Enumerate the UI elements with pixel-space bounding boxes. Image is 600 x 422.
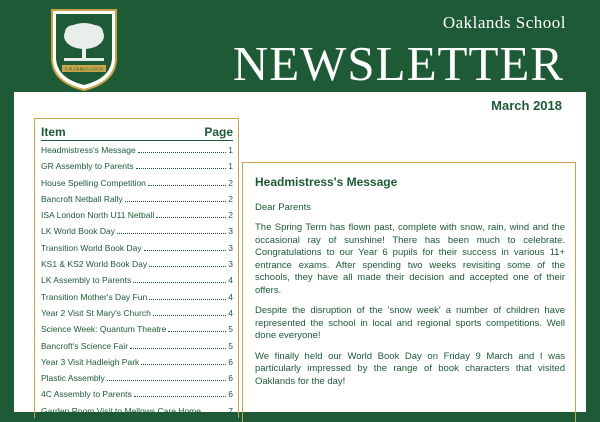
- toc-leader-dots: [168, 321, 226, 332]
- toc-item-label: Bancroft's Science Fair: [41, 340, 129, 351]
- toc-leader-dots: [136, 158, 227, 169]
- toc-row[interactable]: [41, 175, 233, 191]
- toc-leader-dots: [148, 175, 226, 186]
- toc-leader-dots: [138, 142, 227, 153]
- toc-leader-dots: [203, 403, 226, 414]
- toc-item-page: 7: [228, 405, 233, 416]
- toc-leader-dots: [107, 370, 226, 381]
- toc-row[interactable]: [41, 256, 233, 272]
- article-salutation: Dear Parents: [255, 202, 311, 213]
- toc-row[interactable]: [41, 386, 233, 402]
- table-of-contents: [34, 118, 239, 418]
- headmistress-message-article: [242, 162, 576, 422]
- toc-item-label: Headmistress's Message: [41, 145, 136, 155]
- toc-row[interactable]: [41, 289, 233, 305]
- toc-item-label: Year 3 Visit Hadleigh Park: [41, 356, 140, 367]
- toc-row[interactable]: [41, 272, 233, 288]
- school-crest-icon: [50, 8, 118, 92]
- toc-row[interactable]: [41, 338, 233, 354]
- newsletter-page: [14, 92, 586, 416]
- toc-item-page: 3: [228, 242, 233, 253]
- toc-row[interactable]: [41, 207, 233, 223]
- toc-row[interactable]: [41, 223, 233, 239]
- toc-item-page: 1: [228, 161, 233, 172]
- toc-item-page: 3: [228, 226, 233, 237]
- toc-row[interactable]: [41, 305, 233, 321]
- toc-item-label: ISA London North U11 Netball: [41, 210, 155, 221]
- toc-leader-dots: [125, 191, 227, 202]
- toc-row[interactable]: [41, 354, 233, 370]
- toc-leader-dots: [149, 289, 226, 300]
- toc-item-label: LK Assembly to Parents: [41, 275, 132, 286]
- toc-item-label: Garden Room Visit to Mellows Care Home: [41, 405, 201, 416]
- toc-row[interactable]: [41, 321, 233, 337]
- header-banner: [0, 0, 600, 92]
- toc-row[interactable]: [41, 142, 233, 158]
- toc-leader-dots: [156, 207, 226, 218]
- newsletter-title: NEWSLETTER: [232, 36, 564, 91]
- toc-item-label: KS1 & KS2 World Book Day: [41, 259, 148, 270]
- toc-leader-dots: [153, 305, 226, 316]
- toc-leader-dots: [133, 272, 226, 283]
- article-paragraph: We finally held our World Book Day on Friday 9 March and I was particularly impressed by the range of book characters that visited Oaklands for the day!: [255, 350, 565, 387]
- toc-item-label: LK World Book Day: [41, 226, 116, 237]
- toc-row[interactable]: [41, 158, 233, 174]
- toc-row[interactable]: [41, 370, 233, 386]
- toc-leader-dots: [141, 354, 226, 365]
- toc-item-page: 2: [228, 177, 233, 188]
- school-name: Oaklands School: [442, 13, 566, 32]
- toc-item-label: Plastic Assembly: [41, 373, 105, 384]
- toc-item-label: Year 2 Visit St Mary's Church: [41, 307, 151, 318]
- toc-item-page: 4: [228, 291, 233, 302]
- toc-item-page: 5: [228, 324, 233, 335]
- toc-item-label: Science Week: Quantum Theatre: [41, 324, 167, 335]
- toc-page-column-header: Page: [204, 125, 233, 139]
- svg-text:E PLURIBUS UNUM: E PLURIBUS UNUM: [65, 66, 103, 72]
- toc-item-label: House Spelling Competition: [41, 177, 146, 188]
- toc-row[interactable]: [41, 240, 233, 256]
- toc-item-page: 6: [228, 373, 233, 384]
- toc-item-label: Transition Mother's Day Fun: [41, 291, 148, 302]
- article-paragraph: Despite the disruption of the 'snow week' a number of children have represented the school in local and regional sports competitions. Well done everyone!: [255, 305, 565, 341]
- toc-leader-dots: [134, 386, 227, 397]
- issue-date: March 2018: [491, 98, 562, 113]
- toc-item-label: Bancroft Netball Rally: [41, 193, 123, 204]
- toc-item-page: 6: [228, 389, 233, 400]
- toc-list: [41, 142, 233, 419]
- toc-item-label: Transition World Book Day: [41, 242, 142, 253]
- toc-leader-dots: [144, 240, 227, 251]
- article-title: Headmistress's Message: [255, 175, 398, 189]
- toc-item-page: 4: [228, 307, 233, 318]
- toc-item-page: 3: [228, 259, 233, 270]
- toc-item-page: 2: [228, 193, 233, 204]
- toc-item-column-header: Item: [41, 125, 66, 139]
- toc-item-page: 6: [228, 356, 233, 367]
- toc-row[interactable]: [41, 403, 233, 419]
- toc-item-page: 5: [228, 340, 233, 351]
- toc-item-page: 2: [228, 210, 233, 221]
- toc-header: [41, 125, 233, 141]
- toc-item-page: 1: [228, 145, 233, 155]
- toc-row[interactable]: [41, 191, 233, 207]
- toc-leader-dots: [130, 338, 226, 349]
- toc-item-page: 4: [228, 275, 233, 286]
- toc-item-label: GR Assembly to Parents: [41, 161, 134, 172]
- toc-leader-dots: [149, 256, 226, 267]
- article-paragraph: The Spring Term has flown past, complete with snow, rain, wind and the occasional ray of sunshine! There has been much to celebrate. Congratulations to our Year 6 pupils for their success in various 11+ entrance exams. After spending two weeks revisiting some of the schools, they have all made their decision and accepted one of their offers.: [255, 222, 565, 296]
- toc-leader-dots: [117, 223, 226, 234]
- toc-item-label: 4C Assembly to Parents: [41, 389, 132, 400]
